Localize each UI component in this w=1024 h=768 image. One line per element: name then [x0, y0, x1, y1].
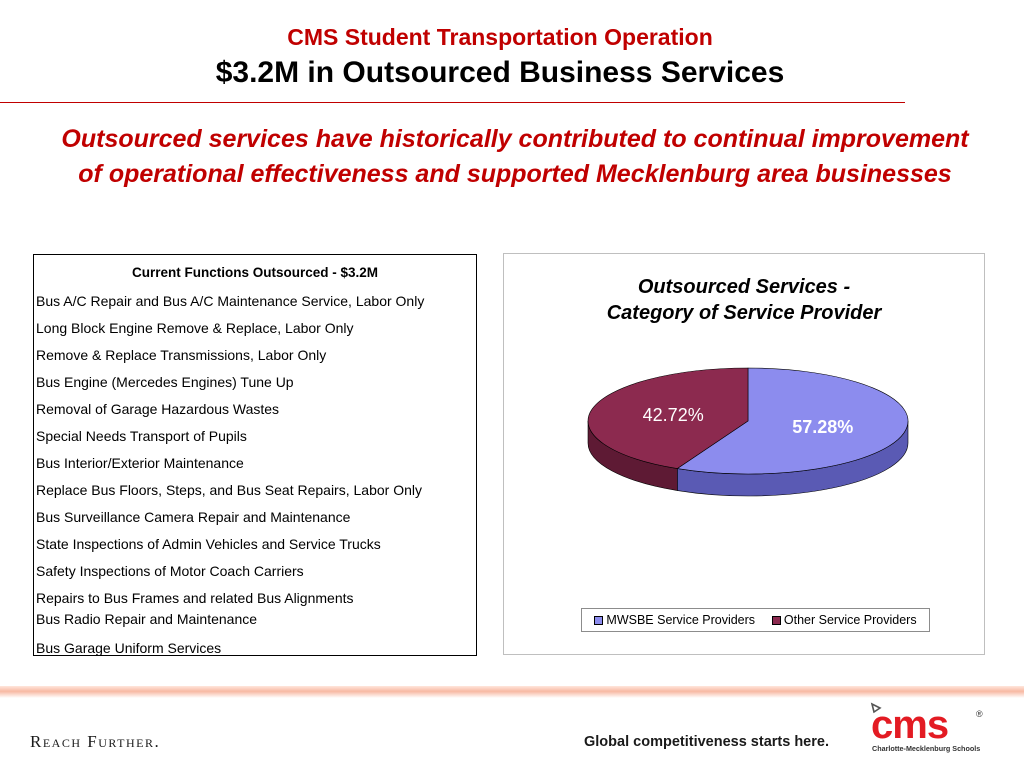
chart-title-line-2: Category of Service Provider: [606, 302, 882, 324]
legend-swatch-other: [772, 616, 781, 625]
legend-label-other: Other Service Providers: [783, 613, 917, 627]
function-row: Replace Bus Floors, Steps, and Bus Seat Repairs, Labor Only: [36, 482, 422, 498]
pie-chart-panel: [503, 253, 985, 655]
functions-table-header: Current Functions Outsourced - $3.2M: [131, 265, 379, 280]
function-row: Bus A/C Repair and Bus A/C Maintenance Service, Labor Only: [36, 293, 425, 309]
legend-label-mwsbe: MWSBE Service Providers: [606, 613, 756, 627]
logo-registered: ®: [976, 709, 983, 719]
title-divider: [0, 102, 905, 103]
footer-tagline: Global competitiveness starts here.: [584, 734, 829, 750]
function-row: Repairs to Bus Frames and related Bus Alignments: [36, 590, 354, 606]
function-row: Safety Inspections of Motor Coach Carriers: [36, 563, 304, 579]
cms-logo: [868, 698, 986, 756]
function-row: Bus Interior/Exterior Maintenance: [36, 455, 244, 471]
logo-subtext: Charlotte-Mecklenburg Schools: [872, 744, 981, 753]
function-row: State Inspections of Admin Vehicles and Service Trucks: [36, 536, 381, 552]
page-title: $3.2M in Outsourced Business Services: [215, 56, 785, 89]
legend-swatch-mwsbe: [594, 616, 603, 625]
chart-legend: [581, 608, 930, 632]
pie-chart: [504, 254, 984, 654]
function-row: Bus Garage Uniform Services: [36, 640, 222, 656]
function-row: Long Block Engine Remove & Replace, Labor Only: [36, 320, 354, 336]
functions-table: [33, 254, 477, 656]
title-top: CMS Student Transportation Operation: [287, 24, 713, 50]
function-row: Bus Engine (Mercedes Engines) Tune Up: [36, 374, 294, 390]
function-row: Bus Surveillance Camera Repair and Maintenance: [36, 509, 351, 525]
logo-text: cms: [871, 703, 949, 747]
pie-label-0: 57.28%: [792, 416, 854, 437]
function-row: Remove & Replace Transmissions, Labor Only: [36, 347, 327, 363]
function-row: Bus Radio Repair and Maintenance: [36, 611, 258, 627]
pie-label-1: 42.72%: [642, 405, 704, 426]
legend-item-other: [772, 613, 917, 627]
function-row: Removal of Garage Hazardous Wastes: [36, 401, 280, 417]
reach-further-slogan: Reach Further.: [30, 732, 161, 751]
subtitle: Outsourced services have historically contributed to continual improvement of operational effectiveness and supported Mecklenburg area businesses: [61, 125, 969, 188]
legend-item-mwsbe: [594, 613, 755, 627]
function-row: Special Needs Transport of Pupils: [36, 428, 247, 444]
chart-title-line-1: Outsourced Services -: [637, 276, 851, 298]
footer-band: [0, 686, 1024, 698]
